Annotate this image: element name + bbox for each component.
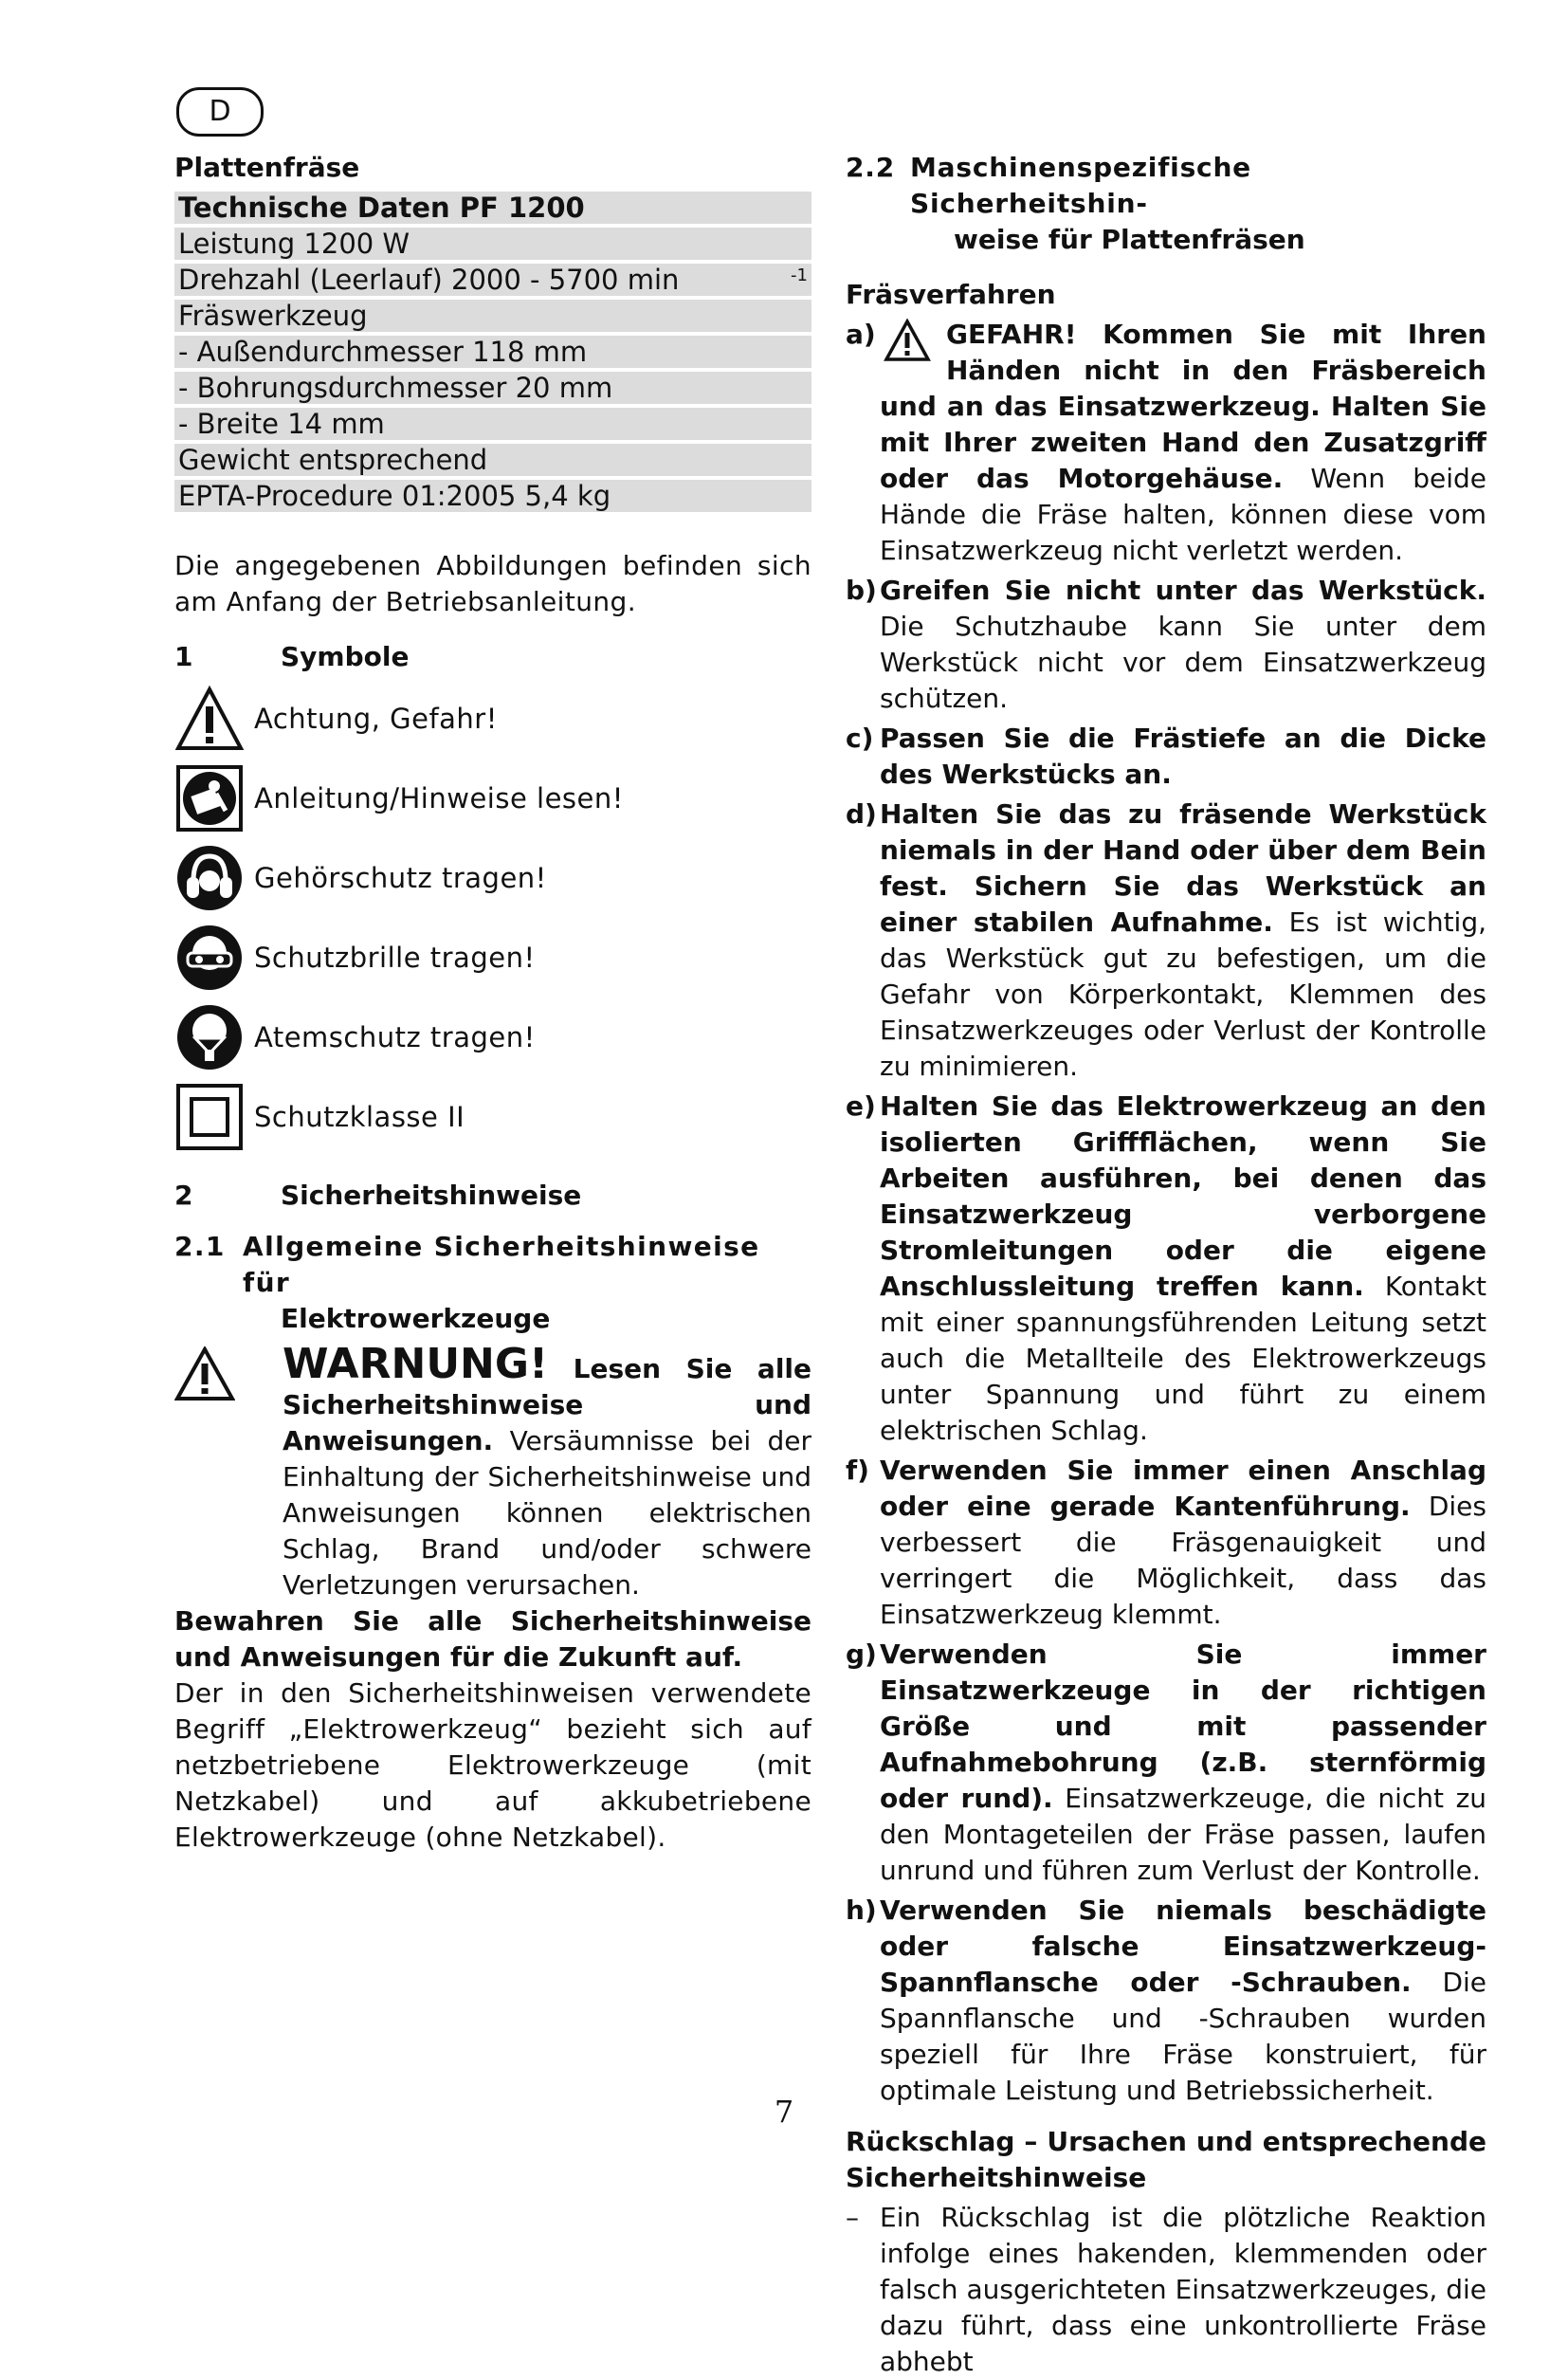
item-bold-text: Verwenden Sie immer einen Anschlag oder eine gerade Kantenführung.: [880, 1455, 1486, 1522]
item-letter: a): [846, 319, 876, 350]
subheading-kickback: Rückschlag – Ursachen und entsprechende Sicherheitshinweise: [846, 2126, 1486, 2193]
list-item: [846, 2200, 1486, 2380]
dash-marker: –: [846, 2202, 859, 2233]
item-letter: e): [846, 1090, 876, 1122]
list-item: [846, 721, 1486, 793]
warning-block: [174, 1340, 811, 1603]
protection-class-ii-icon: [174, 1082, 245, 1152]
safety-item-list: [846, 317, 1486, 2109]
section-number: 2: [174, 1180, 193, 1211]
table-row: Leistung 1200 W: [174, 228, 811, 260]
item-letter: f): [846, 1455, 869, 1486]
item-text: Die Schutzhaube kann Sie unter dem Werkstück nicht vor dem Einsatzwerkzeug schützen.: [880, 611, 1486, 714]
symbol-label: Achtung, Gefahr!: [254, 703, 498, 735]
warning-triangle-icon: [174, 1346, 235, 1401]
list-item: [846, 1453, 1486, 1633]
warning-bold: Lesen Sie alle Sicherheitshinweise und Anweisungen.: [283, 1353, 811, 1456]
item-body: [880, 317, 1486, 569]
product-title: Plattenfräse: [174, 152, 360, 183]
symbol-row: [174, 838, 811, 918]
item-text: Dies verbessert die Fräsgenauigkeit und verringert die Möglichkeit, dass das Einsatzwerkzeug klemmt.: [880, 1491, 1486, 1630]
subheading-milling: Fräsverfahren: [846, 279, 1056, 310]
list-item: [846, 317, 1486, 569]
item-body: [880, 1637, 1486, 1889]
symbol-row: [174, 679, 811, 759]
table-row: - Breite 14 mm: [174, 408, 811, 440]
symbol-row: [174, 1077, 811, 1157]
section-2-2-heading: [846, 150, 1486, 258]
item-body: [880, 573, 1486, 717]
table-row: - Bohrungsdurchmesser 20 mm: [174, 372, 811, 404]
item-letter: b): [846, 575, 877, 606]
table-row: Fräswerkzeug: [174, 300, 811, 332]
tech-data-table: [174, 192, 811, 512]
intro-text: Die angegebenen Abbildungen befinden sich am Anfang der Betriebsanleitung.: [174, 550, 811, 617]
kickback-text: Ein Rückschlag ist die plötzliche Reaktion infolge eines hakenden, klemmenden oder falsch ausgerichteten Einsatzwerkzeuges, die dazu führt, dass eine unkontrollierte Fräse abhebt: [880, 2202, 1486, 2377]
term-text: Der in den Sicherheitshinweisen verwendete Begriff „Elektrowerkzeug“ bezieht sich auf netzbetriebene Elektrowerkzeuge (mit Netzkabel) und auf akkubetriebene Elektrowerkzeuge (ohne Netzkabel).: [174, 1677, 811, 1853]
table-row: EPTA-Procedure 01:2005 5,4 kg: [174, 480, 811, 512]
table-row: Drehzahl (Leerlauf) 2000 - 5700 min -1: [174, 264, 811, 296]
item-body: [880, 796, 1486, 1085]
section-title-line1: Allgemeine Sicherheitshinweise für: [243, 1231, 760, 1298]
item-text: Die Spannflansche und -Schrauben wurden speziell für Ihre Fräse konstruiert, für optimale Leistung und Betriebssicherheit.: [880, 1967, 1487, 2106]
item-letter: d): [846, 798, 877, 830]
warning-triangle-icon: [884, 319, 931, 362]
item-text: Einsatzwerkzeuge, die nicht zu den Montageteilen der Fräse passen, laufen unrund und führen zum Verlust der Kontrolle.: [880, 1783, 1487, 1886]
section-title-line2: Elektrowerkzeuge: [281, 1303, 551, 1334]
left-column: [174, 150, 811, 1856]
keep-notice: Bewahren Sie alle Sicherheitshinweise und Anweisungen für die Zukunft auf.: [174, 1605, 811, 1673]
item-bold-text: Passen Sie die Frästiefe an die Dicke des Werkstücks an.: [880, 723, 1486, 790]
section-title: Sicherheitshinweise: [281, 1180, 582, 1211]
symbol-label: Gehörschutz tragen!: [254, 862, 547, 894]
symbol-label: Anleitung/Hinweise lesen!: [254, 782, 624, 815]
rpm-superscript: -1: [791, 265, 808, 285]
item-text: Wenn beide Hände die Fräse halten, können diese vom Einsatzwerkzeug nicht verletzt werden.: [880, 463, 1487, 566]
warning-body: Versäumnisse bei der Einhaltung der Sicherheitshinweise und Anweisungen können elektrischen Schlag, Brand und/oder schwere Verletzungen verursachen.: [283, 1425, 811, 1601]
warning-triangle-icon: [174, 684, 245, 754]
section-2-heading: [174, 1178, 811, 1214]
section-title-line2: weise für Plattenfräsen: [954, 224, 1305, 255]
table-row: Gewicht entsprechend: [174, 444, 811, 476]
respirator-icon: [174, 1002, 245, 1072]
section-2-1-heading: [174, 1229, 811, 1337]
list-item: [846, 1089, 1486, 1449]
section-title: Symbole: [281, 641, 410, 672]
page-number: 7: [774, 2094, 794, 2130]
item-bold-text: GEFAHR! Kommen Sie mit Ihren Händen nicht in den Fräsbereich und an das Einsatzwerkzeug. Halten Sie mit Ihrer zweiten Hand den Zusatzgriff oder das Motorgehäuse.: [880, 319, 1486, 494]
item-text: Es ist wichtig, das Werkstück gut zu befestigen, um die Gefahr von Körperkontakt, Klemmen des Einsatzwerkzeuges oder Verlust der Kontrolle zu minimieren.: [880, 906, 1486, 1082]
table-row: Technische Daten PF 1200: [174, 192, 811, 224]
warning-text: [283, 1340, 811, 1603]
symbol-label: Atemschutz tragen!: [254, 1021, 536, 1053]
warning-title: WARNUNG!: [283, 1340, 549, 1388]
right-column: [846, 150, 1486, 2380]
symbol-list: [174, 679, 811, 1157]
item-bold-text: Halten Sie das Elektrowerkzeug an den isolierten Griffflächen, wenn Sie Arbeiten ausführen, bei denen das Einsatzwerkzeug verborgene Stromleitungen oder die eigene Anschlussleitung treffen kann.: [880, 1090, 1486, 1302]
section-number: 1: [174, 641, 193, 672]
item-letter: c): [846, 723, 874, 754]
read-manual-icon: [174, 763, 245, 833]
item-bold-text: Greifen Sie nicht unter das Werkstück.: [880, 575, 1486, 606]
safety-glasses-icon: [174, 923, 245, 993]
item-bold-text: Halten Sie das zu fräsende Werkstück niemals in der Hand oder über dem Bein fest. Sichern Sie das Werkstück an einer stabilen Aufnahme.: [880, 798, 1486, 938]
symbol-row: [174, 998, 811, 1077]
item-bold-text: Verwenden Sie niemals beschädigte oder falsche Einsatzwerkzeug-Spannflansche oder -Schrauben.: [880, 1895, 1486, 1998]
item-body: [880, 1089, 1486, 1449]
symbol-label: Schutzklasse II: [254, 1101, 465, 1133]
item-bold-text: Verwenden Sie immer Einsatzwerkzeuge in der richtigen Größe und mit passender Aufnahmebohrung (z.B. sternförmig oder rund).: [880, 1639, 1486, 1814]
list-item: [846, 573, 1486, 717]
table-row: - Außendurchmesser 118 mm: [174, 336, 811, 368]
symbol-label: Schutzbrille tragen!: [254, 942, 536, 974]
item-text: Kontakt mit einer spannungsführenden Leitung setzt auch die Metallteile des Elektrowerkzeugs unter Spannung und führt zu einem elektrischen Schlag.: [880, 1271, 1486, 1446]
symbol-row: [174, 918, 811, 998]
ear-protection-icon: [174, 843, 245, 913]
section-1-heading: [174, 639, 811, 675]
symbol-row: [174, 759, 811, 838]
section-number: 2.1: [174, 1231, 226, 1262]
country-code-badge: D: [176, 87, 264, 137]
list-item: [846, 1893, 1486, 2109]
list-item: [846, 1637, 1486, 1889]
item-body: [880, 1453, 1486, 1633]
list-item: [846, 796, 1486, 1085]
section-title-line1: Maschinenspezifische Sicherheitshin-: [910, 152, 1251, 219]
item-body: [880, 721, 1486, 793]
item-letter: h): [846, 1895, 877, 1926]
item-letter: g): [846, 1639, 877, 1670]
item-body: [880, 1893, 1486, 2109]
section-number: 2.2: [846, 152, 896, 183]
